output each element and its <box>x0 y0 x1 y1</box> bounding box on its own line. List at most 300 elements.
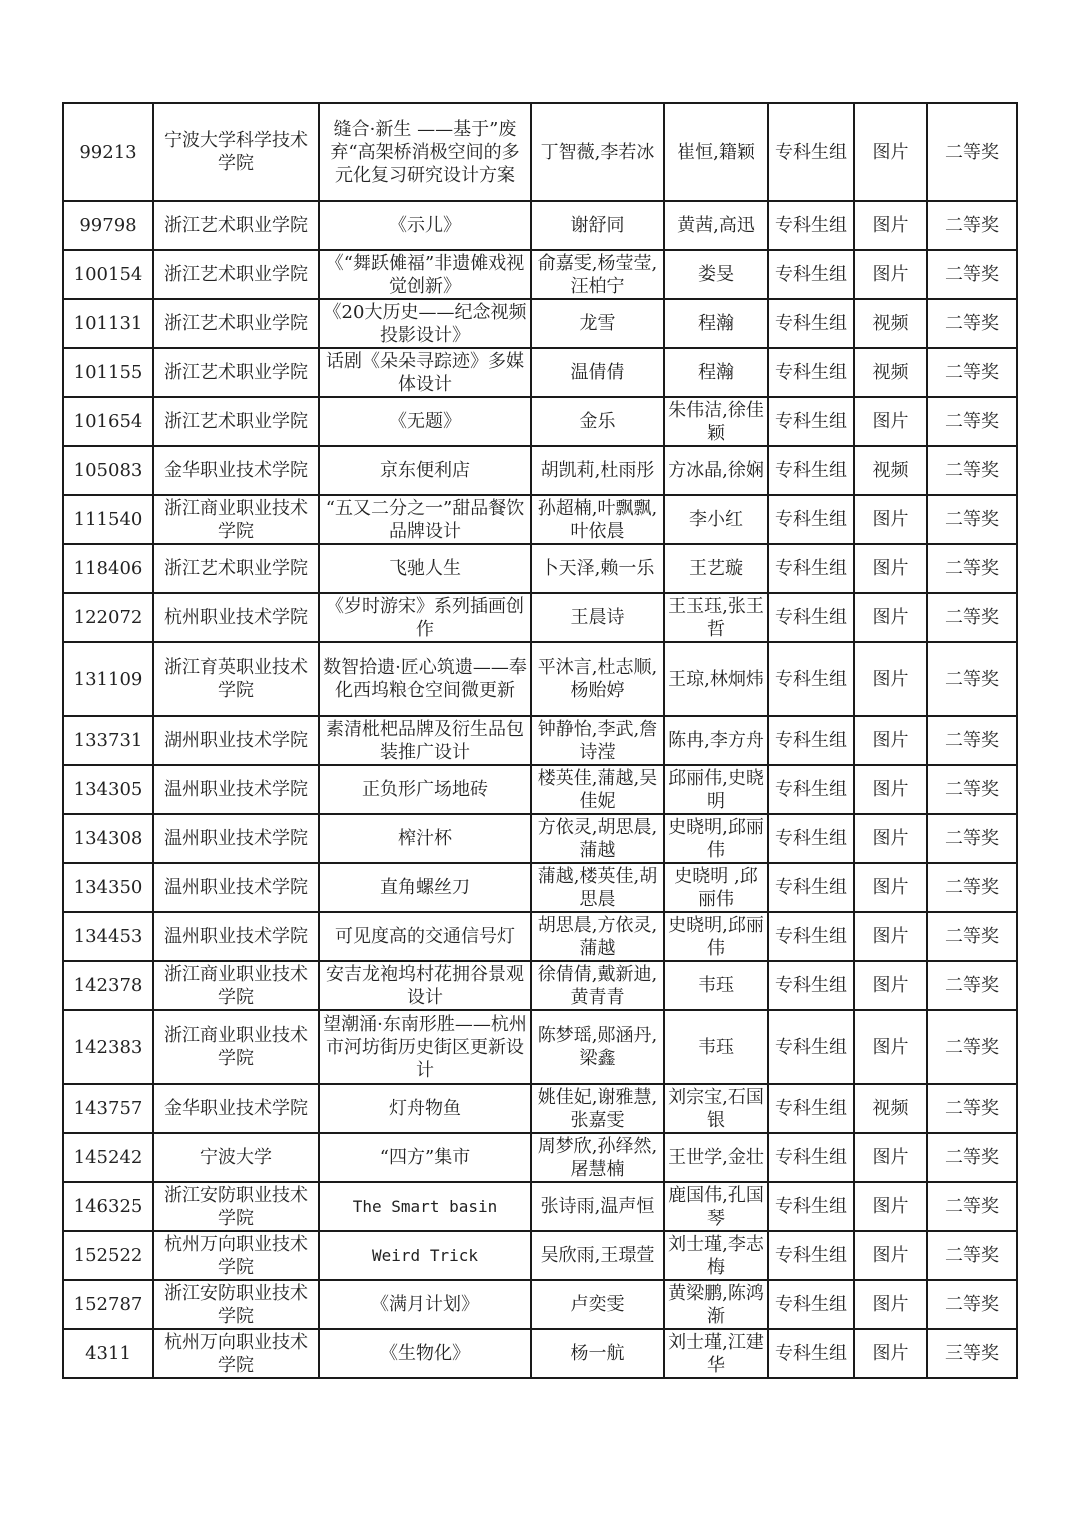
work-type-cell <box>854 1010 927 1084</box>
advisors-cell <box>664 814 768 863</box>
work-type-text: 图片 <box>872 1147 909 1168</box>
entry-id-cell <box>63 765 153 814</box>
entry-id-text: 99213 <box>79 141 137 163</box>
authors-cell <box>531 863 664 912</box>
authors-cell <box>531 961 664 1010</box>
work-type-text: 图片 <box>872 779 909 800</box>
group-cell <box>768 1182 854 1231</box>
entry-id-text: 111540 <box>73 509 143 530</box>
entry-id-cell <box>63 397 153 446</box>
entry-id-cell <box>63 961 153 1010</box>
authors-text: 吴欣雨,王璟萱 <box>540 1245 655 1266</box>
school-cell <box>153 863 319 912</box>
work-title-cell <box>319 814 531 863</box>
group-text: 专科生组 <box>775 509 847 530</box>
group-cell <box>768 1133 854 1182</box>
table-row <box>63 593 1017 642</box>
authors-text: 卢奕雯 <box>570 1294 625 1315</box>
group-text: 专科生组 <box>775 1098 847 1119</box>
school-cell <box>153 299 319 348</box>
work-type-cell <box>854 299 927 348</box>
work-title-cell <box>319 642 531 716</box>
advisors-cell <box>664 1133 768 1182</box>
table-row <box>63 544 1017 593</box>
authors-text: 姚佳妃,谢雅慧,张嘉雯 <box>537 1086 658 1131</box>
authors-text: 龙雪 <box>579 313 616 334</box>
advisors-cell <box>664 544 768 593</box>
entry-id-text: 101131 <box>73 313 143 334</box>
work-title-text: 数智拾遗·匠心筑遗——奉化西坞粮仓空间微更新 <box>323 657 527 701</box>
advisors-text: 娄旻 <box>698 264 734 285</box>
authors-text: 胡思晨,方依灵,蒲越 <box>537 914 658 959</box>
work-title-text: 话剧《朵朵寻踪迹》多媒体设计 <box>326 350 524 395</box>
group-cell <box>768 1010 854 1084</box>
group-text: 专科生组 <box>775 877 847 898</box>
award-cell <box>927 397 1017 446</box>
work-title-text: 《满月计划》 <box>371 1294 479 1315</box>
group-text: 专科生组 <box>775 313 847 334</box>
work-type-text: 图片 <box>872 828 909 849</box>
work-title-text: 京东便利店 <box>380 460 470 481</box>
group-text: 专科生组 <box>775 975 847 996</box>
authors-cell <box>531 765 664 814</box>
advisors-cell <box>664 397 768 446</box>
group-text: 专科生组 <box>775 362 847 383</box>
group-text: 专科生组 <box>775 141 847 163</box>
award-text: 二等奖 <box>945 1036 999 1058</box>
award-cell <box>927 961 1017 1010</box>
work-title-text: 素清枇杷品牌及衍生品包装推广设计 <box>326 718 524 763</box>
authors-cell <box>531 1329 664 1378</box>
school-cell <box>153 961 319 1010</box>
work-type-text: 图片 <box>872 730 909 751</box>
work-type-text: 视频 <box>872 313 909 334</box>
award-text: 二等奖 <box>945 313 999 334</box>
award-cell <box>927 1329 1017 1378</box>
table-row <box>63 1133 1017 1182</box>
entry-id-cell <box>63 716 153 765</box>
school-text: 金华职业技术学院 <box>164 1098 308 1119</box>
award-text: 二等奖 <box>945 779 999 800</box>
advisors-cell <box>664 642 768 716</box>
table-body <box>63 103 1017 1378</box>
work-title-text: 《示儿》 <box>389 215 461 236</box>
award-cell <box>927 642 1017 716</box>
authors-text: 张诗雨,温声恒 <box>540 1196 655 1217</box>
authors-cell <box>531 201 664 250</box>
advisors-cell <box>664 765 768 814</box>
work-title-text: The Smart basin <box>352 1197 498 1216</box>
award-cell <box>927 201 1017 250</box>
table-row <box>63 1329 1017 1378</box>
entry-id-text: 134350 <box>73 877 143 898</box>
entry-id-cell <box>63 544 153 593</box>
authors-text: 方依灵,胡思晨,蒲越 <box>537 816 658 861</box>
advisors-cell <box>664 103 768 201</box>
authors-cell <box>531 1280 664 1329</box>
group-cell <box>768 1084 854 1133</box>
authors-text: 卜天泽,赖一乐 <box>540 558 655 579</box>
work-type-text: 图片 <box>872 558 909 579</box>
award-cell <box>927 912 1017 961</box>
entry-id-text: 118406 <box>73 558 143 579</box>
table-row <box>63 1010 1017 1084</box>
work-title-cell <box>319 299 531 348</box>
work-type-cell <box>854 495 927 544</box>
entry-id-text: 133731 <box>73 730 143 751</box>
school-cell <box>153 1182 319 1231</box>
advisors-cell <box>664 1280 768 1329</box>
group-cell <box>768 593 854 642</box>
work-title-text: 《“舞跃傩福”非遗傩戏视觉创新》 <box>325 252 525 297</box>
entry-id-cell <box>63 446 153 495</box>
advisors-text: 陈冉,李方舟 <box>668 730 764 751</box>
work-type-cell <box>854 1084 927 1133</box>
work-type-cell <box>854 642 927 716</box>
table-row <box>63 912 1017 961</box>
entry-id-cell <box>63 1084 153 1133</box>
entry-id-text: 122072 <box>73 607 143 628</box>
authors-cell <box>531 544 664 593</box>
award-text: 二等奖 <box>945 1196 999 1217</box>
work-type-text: 图片 <box>872 411 909 432</box>
work-title-text: 灯舟物鱼 <box>389 1098 461 1119</box>
school-text: 浙江商业职业技术学院 <box>164 497 308 542</box>
table-row <box>63 1182 1017 1231</box>
award-cell <box>927 1280 1017 1329</box>
award-text: 二等奖 <box>945 926 999 947</box>
school-cell <box>153 1231 319 1280</box>
work-type-text: 图片 <box>872 1294 909 1315</box>
school-text: 浙江艺术职业学院 <box>164 558 308 579</box>
work-title-cell <box>319 201 531 250</box>
entry-id-cell <box>63 348 153 397</box>
work-title-cell <box>319 1084 531 1133</box>
authors-text: 平沐言,杜志顺,杨贻婷 <box>537 657 658 701</box>
table-row <box>63 814 1017 863</box>
entry-id-cell <box>63 1182 153 1231</box>
group-text: 专科生组 <box>775 1036 847 1058</box>
group-text: 专科生组 <box>775 1245 847 1266</box>
award-cell <box>927 250 1017 299</box>
work-type-cell <box>854 912 927 961</box>
advisors-text: 邱丽伟,史晓明 <box>668 767 764 812</box>
group-text: 专科生组 <box>775 926 847 947</box>
entry-id-cell <box>63 103 153 201</box>
group-text: 专科生组 <box>775 1294 847 1315</box>
entry-id-text: 101654 <box>73 411 143 432</box>
school-cell <box>153 1084 319 1133</box>
work-title-cell <box>319 1182 531 1231</box>
award-cell <box>927 1133 1017 1182</box>
award-text: 二等奖 <box>945 1245 999 1266</box>
group-cell <box>768 765 854 814</box>
work-type-text: 图片 <box>872 1196 909 1217</box>
advisors-text: 史晓明,邱丽伟 <box>668 816 764 861</box>
work-type-cell <box>854 397 927 446</box>
authors-text: 金乐 <box>579 411 616 432</box>
authors-cell <box>531 814 664 863</box>
table-row <box>63 201 1017 250</box>
table-row <box>63 1084 1017 1133</box>
work-title-cell <box>319 1010 531 1084</box>
work-type-text: 图片 <box>872 877 909 898</box>
work-type-text: 图片 <box>872 1245 909 1266</box>
school-text: 温州职业技术学院 <box>164 828 308 849</box>
award-cell <box>927 1010 1017 1084</box>
work-type-cell <box>854 103 927 201</box>
work-title-text: 《20大历史——纪念视频投影设计》 <box>323 301 527 346</box>
advisors-text: 朱伟洁,徐佳颖 <box>668 399 764 444</box>
work-type-text: 图片 <box>872 215 909 236</box>
group-text: 专科生组 <box>775 460 847 481</box>
advisors-cell <box>664 299 768 348</box>
school-text: 杭州万向职业技术学院 <box>164 1331 308 1376</box>
authors-text: 胡凯莉,杜雨彤 <box>540 460 655 481</box>
table-row <box>63 765 1017 814</box>
table-row <box>63 299 1017 348</box>
work-type-cell <box>854 201 927 250</box>
advisors-cell <box>664 912 768 961</box>
school-cell <box>153 250 319 299</box>
authors-cell <box>531 299 664 348</box>
work-type-cell <box>854 1329 927 1378</box>
authors-text: 杨一航 <box>570 1343 625 1364</box>
school-text: 杭州职业技术学院 <box>164 607 308 628</box>
school-text: 杭州万向职业技术学院 <box>164 1233 308 1278</box>
table-row <box>63 1231 1017 1280</box>
work-type-cell <box>854 716 927 765</box>
authors-text: 温倩倩 <box>570 362 625 383</box>
work-title-cell <box>319 348 531 397</box>
group-cell <box>768 250 854 299</box>
work-title-cell <box>319 544 531 593</box>
entry-id-cell <box>63 1280 153 1329</box>
work-type-text: 图片 <box>872 607 909 628</box>
award-list-table <box>62 102 1018 1379</box>
table-row <box>63 961 1017 1010</box>
school-text: 金华职业技术学院 <box>164 460 308 481</box>
school-text: 宁波大学 <box>200 1147 272 1168</box>
group-text: 专科生组 <box>775 264 847 285</box>
group-cell <box>768 348 854 397</box>
authors-cell <box>531 716 664 765</box>
work-title-text: 正负形广场地砖 <box>362 779 488 800</box>
work-type-text: 图片 <box>872 1036 909 1058</box>
school-text: 浙江安防职业技术学院 <box>164 1184 308 1229</box>
work-type-cell <box>854 765 927 814</box>
award-text: 二等奖 <box>945 558 999 579</box>
work-title-cell <box>319 1280 531 1329</box>
authors-cell <box>531 1133 664 1182</box>
advisors-cell <box>664 1231 768 1280</box>
award-cell <box>927 348 1017 397</box>
group-text: 专科生组 <box>775 215 847 236</box>
authors-cell <box>531 446 664 495</box>
award-cell <box>927 716 1017 765</box>
award-cell <box>927 103 1017 201</box>
work-title-cell <box>319 1329 531 1378</box>
school-cell <box>153 1133 319 1182</box>
authors-cell <box>531 1010 664 1084</box>
advisors-text: 王世学,金壮 <box>668 1147 764 1168</box>
work-type-cell <box>854 1280 927 1329</box>
work-type-cell <box>854 863 927 912</box>
work-title-text: 望潮涌·东南形胜——杭州市河坊街历史街区更新设计 <box>323 1013 527 1081</box>
group-cell <box>768 397 854 446</box>
group-cell <box>768 912 854 961</box>
group-cell <box>768 446 854 495</box>
school-text: 浙江艺术职业学院 <box>164 264 308 285</box>
authors-cell <box>531 593 664 642</box>
school-text: 温州职业技术学院 <box>164 877 308 898</box>
work-title-cell <box>319 1231 531 1280</box>
work-type-cell <box>854 446 927 495</box>
school-cell <box>153 912 319 961</box>
award-text: 二等奖 <box>945 509 999 530</box>
work-title-cell <box>319 103 531 201</box>
group-text: 专科生组 <box>775 668 847 690</box>
award-text: 二等奖 <box>945 215 999 236</box>
work-type-text: 视频 <box>872 362 909 383</box>
advisors-text: 程瀚 <box>698 313 734 334</box>
advisors-cell <box>664 716 768 765</box>
work-title-text: 榨汁杯 <box>398 828 452 849</box>
authors-cell <box>531 495 664 544</box>
authors-text: 陈梦瑶,郧涵丹,梁鑫 <box>537 1025 658 1069</box>
school-text: 浙江艺术职业学院 <box>164 411 308 432</box>
school-text: 浙江艺术职业学院 <box>164 215 308 236</box>
work-type-text: 图片 <box>872 1343 909 1364</box>
award-text: 二等奖 <box>945 1147 999 1168</box>
table-row <box>63 397 1017 446</box>
award-text: 二等奖 <box>945 730 999 751</box>
school-text: 浙江艺术职业学院 <box>164 313 308 334</box>
entry-id-cell <box>63 642 153 716</box>
table-row <box>63 863 1017 912</box>
school-text: 宁波大学科学技术学院 <box>164 130 308 174</box>
table-row <box>63 495 1017 544</box>
school-text: 浙江商业职业技术学院 <box>164 963 308 1008</box>
group-text: 专科生组 <box>775 730 847 751</box>
entry-id-text: 100154 <box>73 264 143 285</box>
work-type-cell <box>854 544 927 593</box>
advisors-cell <box>664 250 768 299</box>
advisors-text: 王艺璇 <box>689 558 743 579</box>
authors-text: 孙超楠,叶飘飘,叶依晨 <box>537 497 658 542</box>
group-cell <box>768 716 854 765</box>
work-type-text: 图片 <box>872 264 909 285</box>
advisors-text: 方冰晶,徐娴 <box>668 460 764 481</box>
school-cell <box>153 642 319 716</box>
group-text: 专科生组 <box>775 411 847 432</box>
advisors-cell <box>664 446 768 495</box>
authors-text: 蒲越,楼英佳,胡思晨 <box>537 865 658 910</box>
advisors-text: 崔恒,籍颖 <box>677 141 755 163</box>
work-type-cell <box>854 1133 927 1182</box>
advisors-text: 刘士瑾,李志梅 <box>668 1233 764 1278</box>
table-row <box>63 1280 1017 1329</box>
entry-id-text: 131109 <box>73 668 143 690</box>
group-text: 专科生组 <box>775 1343 847 1364</box>
work-title-cell <box>319 593 531 642</box>
advisors-text: 韦珏 <box>698 975 734 996</box>
authors-cell <box>531 642 664 716</box>
group-cell <box>768 1329 854 1378</box>
group-cell <box>768 544 854 593</box>
work-type-text: 视频 <box>872 460 909 481</box>
award-text: 二等奖 <box>945 264 999 285</box>
award-text: 二等奖 <box>945 1098 999 1119</box>
entry-id-text: 142383 <box>73 1036 143 1058</box>
entry-id-text: 99798 <box>79 215 137 236</box>
work-title-cell <box>319 863 531 912</box>
work-type-text: 视频 <box>872 1098 909 1119</box>
entry-id-cell <box>63 863 153 912</box>
entry-id-cell <box>63 299 153 348</box>
entry-id-text: 143757 <box>73 1098 143 1119</box>
entry-id-cell <box>63 1010 153 1084</box>
school-text: 浙江安防职业技术学院 <box>164 1282 308 1327</box>
advisors-text: 史晓明 ,邱丽伟 <box>674 865 758 910</box>
award-text: 二等奖 <box>945 141 999 163</box>
school-text: 浙江育英职业技术学院 <box>164 657 308 701</box>
award-cell <box>927 1182 1017 1231</box>
entry-id-text: 145242 <box>73 1147 143 1168</box>
authors-text: 王晨诗 <box>570 607 625 628</box>
advisors-text: 黄茜,高迅 <box>677 215 755 236</box>
group-cell <box>768 495 854 544</box>
entry-id-text: 101155 <box>73 362 143 383</box>
work-type-cell <box>854 593 927 642</box>
entry-id-cell <box>63 912 153 961</box>
school-cell <box>153 103 319 201</box>
advisors-text: 鹿国伟,孔国琴 <box>668 1184 764 1229</box>
work-type-text: 图片 <box>872 509 909 530</box>
work-title-cell <box>319 495 531 544</box>
group-cell <box>768 201 854 250</box>
entry-id-text: 134305 <box>73 779 143 800</box>
advisors-cell <box>664 201 768 250</box>
entry-id-cell <box>63 814 153 863</box>
award-cell <box>927 495 1017 544</box>
award-cell <box>927 814 1017 863</box>
award-cell <box>927 544 1017 593</box>
school-text: 浙江商业职业技术学院 <box>164 1025 308 1069</box>
advisors-text: 韦珏 <box>698 1036 734 1058</box>
entry-id-text: 146325 <box>73 1196 143 1217</box>
school-cell <box>153 1010 319 1084</box>
group-cell <box>768 1231 854 1280</box>
school-cell <box>153 814 319 863</box>
entry-id-text: 105083 <box>73 460 143 481</box>
group-text: 专科生组 <box>775 828 847 849</box>
work-title-cell <box>319 765 531 814</box>
award-text: 二等奖 <box>945 460 999 481</box>
table-row <box>63 348 1017 397</box>
work-type-text: 图片 <box>872 975 909 996</box>
work-type-text: 图片 <box>872 926 909 947</box>
work-title-text: 飞驰人生 <box>389 558 461 579</box>
work-title-text: 《生物化》 <box>380 1343 470 1364</box>
authors-cell <box>531 250 664 299</box>
table-row <box>63 716 1017 765</box>
authors-cell <box>531 397 664 446</box>
authors-text: 谢舒同 <box>570 215 625 236</box>
award-text: 二等奖 <box>945 668 999 690</box>
work-type-cell <box>854 348 927 397</box>
work-title-cell <box>319 961 531 1010</box>
